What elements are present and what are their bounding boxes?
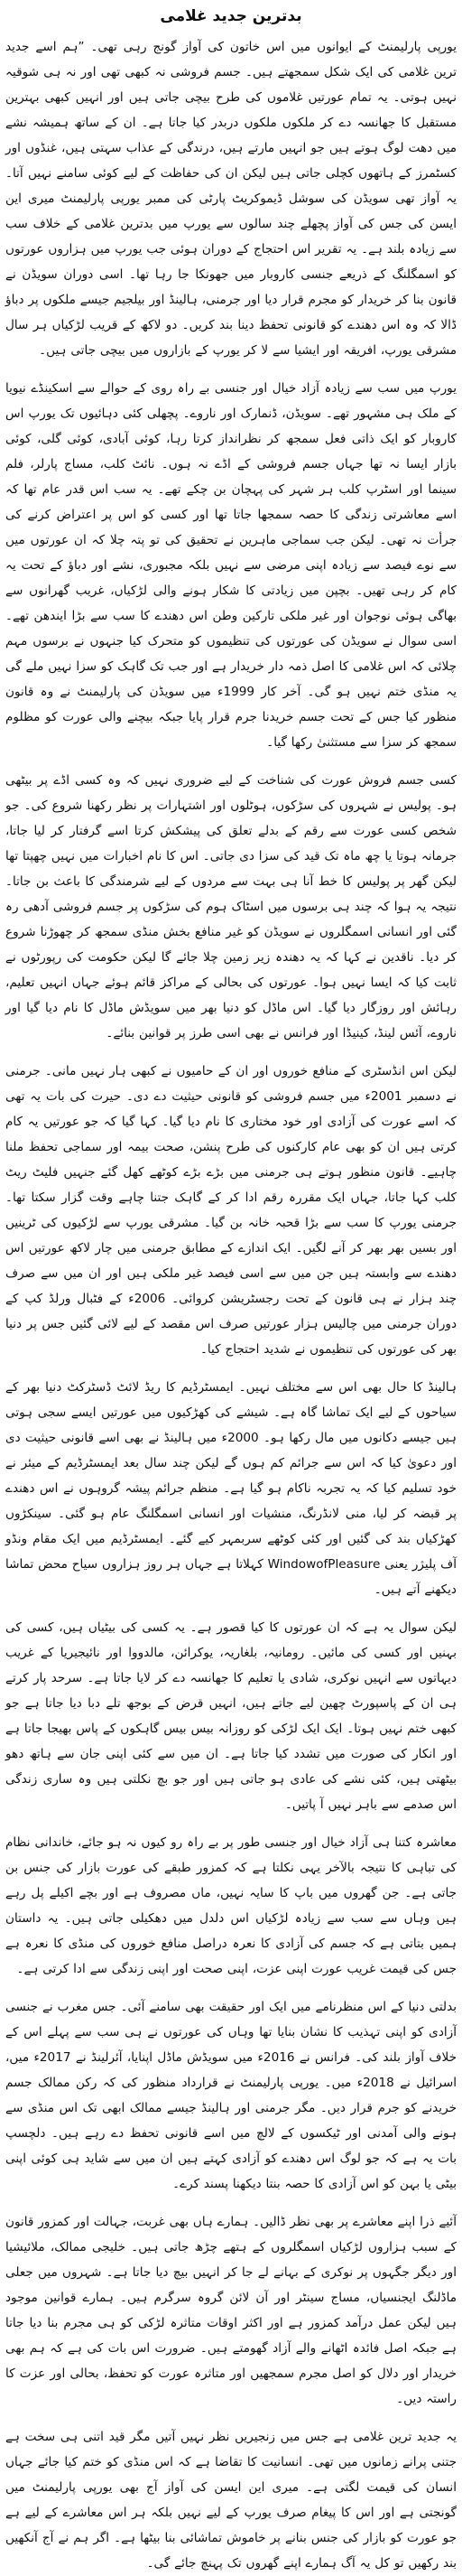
article-title: بدترین جدید غلامی bbox=[160, 7, 302, 25]
article-paragraph: لیکن سوال یہ ہے کہ ان عورتوں کا کیا قصور ہے۔ یہ کسی کی بیٹیاں ہیں، کسی کی بہنیں اور کسی کی مائیں۔ رومانیہ، بلغاریہ، یوکرائن، مالدووا اور نائیجیریا کے غریب دیہاتوں سے انہیں نوکری، شادی یا تعلیم کا جھانسہ دے کر لایا جاتا ہے۔ سرحد پار کرتے ہی ان کے پاسپورٹ چھین لیے جاتے ہیں، انہیں قرض کے بوجھ تلے دبا دیا جاتا ہے جو کبھی ختم نہیں ہوتا۔ ایک ایک لڑکی کو روزانہ بیس بیس گاہکوں کے پاس بھیجا جاتا ہے اور انکار کی صورت میں تشدد کیا جاتا ہے۔ ان میں سے کئی اپنی جان سے ہاتھ دھو بیٹھتی ہیں، کئی نشے کی عادی ہو جاتی ہیں اور جو بچ نکلتی ہیں وہ ساری زندگی اس صدمے سے باہر نہیں آ پاتیں۔ bbox=[5, 1620, 457, 1812]
article-paragraph: یورپ میں سب سے زیادہ آزاد خیال اور جنسی بے راہ روی کے حوالے سے اسکینڈے نیویا کے ملک ہی مشہور تھے۔ سویڈن، ڈنمارک اور ناروے۔ پچھلی کئی دہائیوں تک یورپ اس کاروبار کو ایک ذاتی فعل سمجھ کر نظرانداز کرتا رہا، کوئی آبادی، کوئی گلی، کوئی بازار ایسا نہ تھا جہاں جسم فروشی کے اڈے نہ ہوں۔ نائٹ کلب، مساج پارلر، فلم سینما اور اسٹرپ کلب ہر شہر کی پہچان بن چکے تھے۔ یہ سب اس قدر عام تھا کہ اسے معاشرتی زندگی کا حصہ سمجھا جاتا تھا اور کسی کو اس پر اعتراض کرنے کی جرأت نہ تھی۔ لیکن جب سماجی ماہرین نے تحقیق کی تو پتہ چلا کہ ان عورتوں میں سے نوے فیصد سے زیادہ اپنی مرضی سے نہیں بلکہ مجبوری، نشے اور دباؤ کے تحت یہ کام کر رہی تھیں۔ بچپن میں زیادتی کا شکار ہونے والی لڑکیاں، غریب گھرانوں سے بھاگی ہوئی نوجوان اور غیر ملکی تارکین وطن اس دھندے کا سب سے بڑا ایندھن تھے۔ اسی سوال نے سویڈن کی عورتوں کی تنظیموں کو متحرک کیا جنہوں نے برسوں مہم چلائی کہ اس غلامی کا اصل ذمہ دار خریدار ہے اور جب تک گاہک کو سزا نہیں ملے گی یہ منڈی ختم نہیں ہو گی۔ آخر کار 1999ء میں سویڈن کی پارلیمنٹ نے وہ قانون منظور کیا جس کے تحت جسم خریدنا جرم قرار پایا جبکہ بیچنے والی عورت کو مظلوم سمجھ کر سزا سے مستثنیٰ رکھا گیا۔ bbox=[5, 381, 457, 750]
article-paragraph: یہ جدید ترین غلامی ہے جس میں زنجیریں نظر نہیں آتیں مگر قید اتنی ہی سخت ہے جتنی پرانے زمانوں میں تھی۔ انسانیت کا تقاضا ہے کہ اس منڈی کو ختم کیا جائے جہاں انسان کی قیمت لگتی ہے۔ میری این ایسن کی آواز آج بھی یورپی پارلیمنٹ میں گونجتی ہے اور اس کا پیغام صرف یورپ کے لیے نہیں بلکہ ہر اس معاشرے کے لیے ہے جو عورت کو بازار کی جنس بنانے پر خاموش تماشائی بنا بیٹھا ہے۔ اگر ہم نے آج آنکھیں بند رکھیں تو کل یہ آگ ہمارے اپنے گھروں تک پہنچ جائے گی۔ bbox=[5, 2430, 457, 2571]
article-paragraph: یورپی پارلیمنٹ کے ایوانوں میں اس خاتون کی آواز گونج رہی تھی۔ ”ہم اسے جدید ترین غلامی کی ایک شکل سمجھتے ہیں۔ جسم فروشی نہ کبھی تھی اور نہ ہی شوقیہ نہیں ہوتی۔ یہ تمام عورتیں غلاموں کی طرح بیچی جاتی ہیں اور انہیں کبھی بہترین مستقبل کا جھانسہ دے کر ملکوں ملکوں دربدر کیا جاتا ہے۔ ان کے ساتھ ہمیشہ نشے میں دھت لوگ ہوتے ہیں جو انہیں مارتے ہیں، درندگی کے عذاب سہتی ہیں، غنڈوں اور کسٹمرز کے ہاتھوں کچلی جاتی ہیں لیکن ان کی حفاظت کے لیے کوئی سامنے نہیں آتا۔ یہ آواز تھی سویڈن کی سوشل ڈیموکریٹ پارٹی کی ممبر یورپی پارلیمنٹ میری این ایسن کی جس کی آواز پچھلے چند سالوں سے یورپ میں بدترین غلامی کے خلاف سب سے زیادہ بلند ہے۔ یہ تقریر اس احتجاج کے دوران ہوئی جب یورپ میں ہزاروں عورتوں کو اسمگلنگ کے ذریعے جنسی کاروبار میں جھونکا جا رہا تھا۔ اسی دوران سویڈن نے قانون بنا کر خریدار کو مجرم قرار دیا اور جرمنی، ہالینڈ اور بیلجیم جیسے ملکوں پر دباؤ ڈالا کہ وہ اس دھندے کو قانونی تحفظ دینا بند کریں۔ دو لاکھ کے قریب لڑکیاں ہر سال مشرقی یورپ، افریقہ اور ایشیا سے لا کر یورپ کے بازاروں میں بیچی جاتی ہیں۔ bbox=[5, 40, 457, 358]
article-paragraph: آئیے ذرا اپنے معاشرے پر بھی نظر ڈالیں۔ ہمارے ہاں بھی غربت، جہالت اور کمزور قانون کے سبب ہزاروں لڑکیاں اسمگلروں کے ہتھے چڑھ جاتی ہیں۔ خلیجی ممالک، ملائیشیا اور دیگر جگہوں پر نوکری کے بہانے لے جا کر انہیں بیچ دیا جاتا ہے۔ شہروں میں جعلی ماڈلنگ ایجنسیاں، مساج سینٹر اور آن لائن گروہ سرگرم ہیں۔ ہمارے قوانین موجود ہیں لیکن عمل درآمد کمزور ہے اور اکثر اوقات متاثرہ لڑکی کو ہی مجرم بنا دیا جاتا ہے جبکہ اصل فائدہ اٹھانے والے آزاد گھومتے ہیں۔ ضرورت اس بات کی ہے کہ ہم بھی خریدار اور دلال کو اصل مجرم سمجھیں اور متاثرہ عورت کو تحفظ، بحالی اور عزت کا راستہ دیں۔ bbox=[5, 2215, 457, 2406]
article-paragraph: کسی جسم فروش عورت کی شناخت کے لیے ضروری نہیں کہ وہ کسی اڈے پر بیٹھی ہو۔ پولیس نے شہروں کی سڑکوں، ہوٹلوں اور اشتہارات پر نظر رکھنا شروع کی۔ جو شخص کسی عورت سے رقم کے بدلے تعلق کی پیشکش کرتا اسے گرفتار کر لیا جاتا، جرمانہ ہوتا یا چھ ماہ تک قید کی سزا دی جاتی۔ اس کا نام اخبارات میں نہیں چھپتا تھا لیکن گھر پر پولیس کا خط آنا ہی بہت سے مردوں کے لیے شرمندگی کا باعث بن جاتا۔ نتیجہ یہ ہوا کہ چند ہی برسوں میں اسٹاک ہوم کی سڑکوں پر جسم فروشی آدھی رہ گئی اور انسانی اسمگلروں نے سویڈن کو غیر منافع بخش منڈی سمجھ کر چھوڑنا شروع کر دیا۔ ناقدین نے کہا کہ یہ دھندہ زیر زمین چلا جائے گا لیکن حکومت کی رپورٹوں نے ثابت کیا کہ ایسا نہیں ہوا۔ عورتوں کی بحالی کے مراکز قائم ہوئے جہاں انہیں تعلیم، رہائش اور روزگار دیا گیا۔ اس ماڈل کو دنیا بھر میں سویڈش ماڈل کا نام دیا گیا اور ناروے، آئس لینڈ، کینیڈا اور فرانس نے بھی اسی طرز پر قوانین بنائے۔ bbox=[5, 773, 457, 1041]
article-paragraph: ہالینڈ کا حال بھی اس سے مختلف نہیں۔ ایمسٹرڈیم کا ریڈ لائٹ ڈسٹرکٹ دنیا بھر کے سیاحوں کے لیے ایک تماشا گاہ ہے۔ شیشے کی کھڑکیوں میں عورتیں ایسے سجی ہوتی ہیں جیسے دکانوں میں مال رکھا ہو۔ 2000ء میں ہالینڈ نے بھی اسے قانونی حیثیت دی اور دعویٰ کیا کہ اس سے جرائم کم ہوں گے لیکن چند سال بعد ایمسٹرڈیم کے میئر نے خود تسلیم کیا کہ یہ تجربہ ناکام ہو گیا ہے۔ منظم جرائم پیشہ گروہوں نے اس دھندے پر قبضہ کر لیا، منی لانڈرنگ، منشیات اور انسانی اسمگلنگ عام ہو گئی۔ سینکڑوں کھڑکیاں بند کی گئیں اور کئی کوٹھے سربمہر کیے گئے۔ ایمسٹرڈیم میں ایک مقام ونڈو آف پلیژر یعنی WindowofPleasure کہلاتا ہے جہاں ہر روز ہزاروں سیاح محض تماشا دیکھنے آتے ہیں۔ bbox=[5, 1380, 457, 1597]
article-paragraph: لیکن اس انڈسٹری کے منافع خوروں اور ان کے حامیوں نے کبھی ہار نہیں مانی۔ جرمنی نے دسمبر 2001ء میں جسم فروشی کو قانونی حیثیت دے دی۔ حیرت کی بات یہ تھی کہ اسے عورت کی آزادی اور خود مختاری کا نام دیا گیا۔ کہا گیا کہ جو عورتیں یہ کام کرتی ہیں ان کو بھی عام کارکنوں کی طرح پنشن، صحت بیمہ اور سماجی تحفظ ملنا چاہیے۔ قانون منظور ہوتے ہی جرمنی میں بڑے بڑے کوٹھے کھل گئے جنہیں فلیٹ ریٹ کلب کہا جاتا، جہاں ایک مقررہ رقم ادا کر کے گاہک جتنا چاہے وقت گزار سکتا تھا۔ جرمنی یورپ کا سب سے بڑا قحبہ خانہ بن گیا۔ مشرقی یورپ سے لڑکیوں کی ٹرینیں اور بسیں بھر بھر کر آنے لگیں۔ ایک اندازے کے مطابق جرمنی میں چار لاکھ عورتیں اس دھندے سے وابستہ ہیں جن میں سے اسی فیصد غیر ملکی ہیں اور ان میں سے صرف چند ہزار نے ہی قانون کے تحت رجسٹریشن کروائی۔ 2006ء کے فٹبال ورلڈ کپ کے دوران جرمنی میں چالیس ہزار عورتیں صرف اس مقصد کے لیے لائی گئیں جس پر دنیا بھر کی عورتوں کی تنظیموں نے شدید احتجاج کیا۔ bbox=[5, 1064, 457, 1357]
article-paragraph: معاشرہ کتنا ہی آزاد خیال اور جنسی طور پر بے راہ رو کیوں نہ ہو جائے، خاندانی نظام کی تباہی کا نتیجہ بالآخر یہی نکلتا ہے کہ کمزور طبقے کی عورت بازار کی جنس بن جاتی ہے۔ جن گھروں میں باپ کا سایہ نہیں، ماں مصروف ہے اور بچے اکیلے پل رہے ہیں وہاں سے سب سے زیادہ لڑکیاں اس دلدل میں دھکیلی جاتی ہیں۔ یہ داستان ہمیں بتاتی ہے کہ جسم کی آزادی کا نعرہ دراصل منافع خوروں کی منڈی کا نعرہ ہے جس کی قیمت غریب عورت اپنی عزت، اپنی صحت اور اپنی زندگی سے ادا کرتی ہے۔ bbox=[5, 1835, 457, 1976]
article-paragraph: بدلتی دنیا کے اس منظرنامے میں ایک اور حقیقت بھی سامنے آئی۔ جس مغرب نے جنسی آزادی کو اپنی تہذیب کا نشان بنایا تھا وہاں کی عورتوں نے ہی سب سے پہلے اس کے خلاف آواز بلند کی۔ فرانس نے 2016ء میں سویڈش ماڈل اپنایا، آئرلینڈ نے 2017ء میں، اسرائیل نے 2018ء میں۔ یورپی پارلیمنٹ نے قرارداد منظور کی کہ رکن ممالک جسم خریدنے کو جرم قرار دیں۔ مگر جرمنی اور ہالینڈ جیسے ممالک ابھی تک اس منڈی سے ہونے والی آمدنی اور ٹیکسوں کے لالچ میں اسے قانونی تحفظ دے رہے ہیں۔ دلچسپ بات یہ ہے کہ جو لوگ اس دھندے کو آزادی کہتے ہیں ان میں سے شاید ہی کوئی اپنی بیٹی یا بہن کو اس آزادی کا حصہ بنتا دیکھنا پسند کرے۔ bbox=[5, 2000, 457, 2191]
